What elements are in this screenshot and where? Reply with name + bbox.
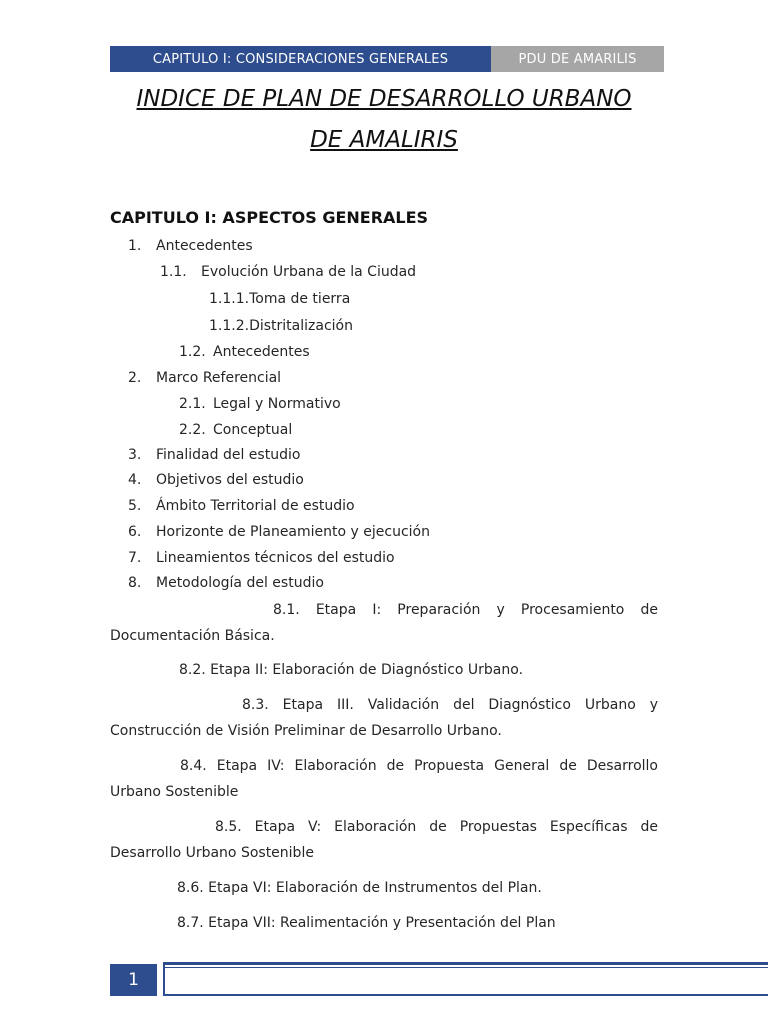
document-title-line2: DE AMALIRIS	[310, 127, 458, 153]
toc-item: 2. Marco Referencial	[128, 370, 282, 386]
toc-item: 8. Metodología del estudio	[128, 575, 324, 591]
toc-item: 2.1. Legal y Normativo	[179, 396, 341, 412]
chapter-heading: CAPITULO I: ASPECTOS GENERALES	[110, 208, 429, 227]
toc-item: 4. Objetivos del estudio	[128, 472, 304, 488]
toc-item: 1.1.2.Distritalización	[209, 318, 353, 334]
toc-item: 1. Antecedentes	[128, 238, 253, 254]
document-title-line1: INDICE DE PLAN DE DESARROLLO URBANO	[136, 86, 632, 112]
stage-item: 8.2. Etapa II: Elaboración de Diagnóstico Urbano.	[179, 662, 524, 678]
page-number: 1	[110, 964, 157, 996]
toc-item: 7. Lineamientos técnicos del estudio	[128, 550, 395, 566]
stage-item: 8.5. Etapa V: Elaboración de Propuestas Específicas de Desarrollo Urbano Sostenible	[110, 819, 658, 861]
toc-item: 1.1. Evolución Urbana de la Ciudad	[160, 264, 417, 280]
header-chapter-label: CAPITULO I: CONSIDERACIONES GENERALES	[110, 46, 491, 72]
page-header	[110, 46, 664, 72]
header-document-label: PDU DE AMARILIS	[491, 46, 664, 72]
toc-item: 5. Ámbito Territorial de estudio	[128, 498, 355, 514]
toc-item: 2.2. Conceptual	[179, 422, 293, 438]
footer-frame	[163, 962, 768, 996]
toc-item: 3. Finalidad del estudio	[128, 447, 301, 463]
toc-item: 1.1.1.Toma de tierra	[209, 291, 351, 307]
stage-item: 8.7. Etapa VII: Realimentación y Presentación del Plan	[177, 915, 556, 931]
toc-item: 1.2. Antecedentes	[179, 344, 310, 360]
stage-item: 8.4. Etapa IV: Elaboración de Propuesta General de Desarrollo Urbano Sostenible	[110, 758, 658, 800]
toc-item: 6. Horizonte de Planeamiento y ejecución	[128, 524, 430, 540]
stage-item: 8.1. Etapa I: Preparación y Procesamiento de Documentación Básica.	[110, 602, 658, 644]
stage-item: 8.3. Etapa III. Validación del Diagnóstico Urbano y Construcción de Visión Preliminar de Desarrollo Urbano.	[110, 697, 658, 739]
stage-item: 8.6. Etapa VI: Elaboración de Instrumentos del Plan.	[177, 880, 542, 896]
